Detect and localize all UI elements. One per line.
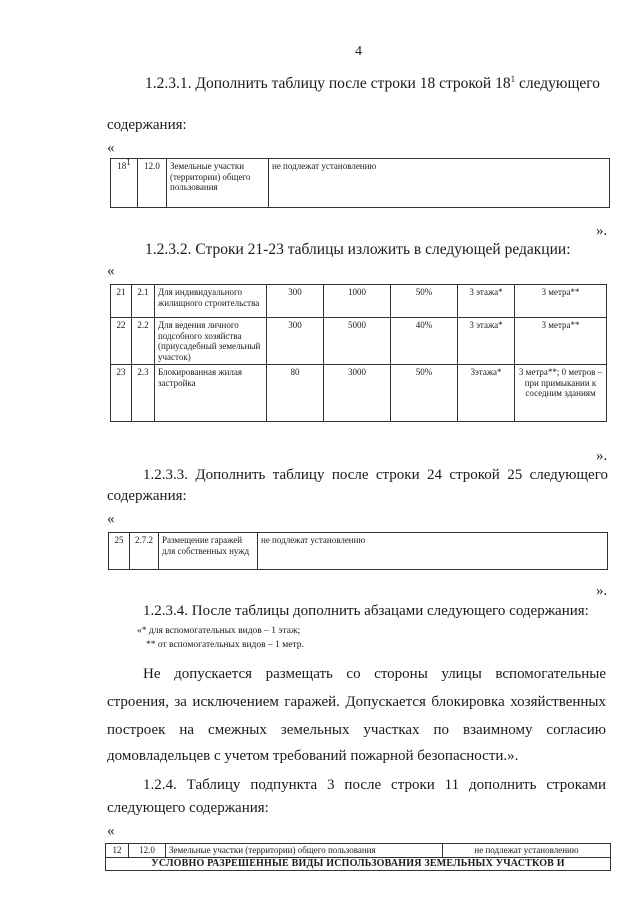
- table-row-12: [105, 843, 611, 871]
- cell-floors: 3этажа*: [458, 365, 515, 422]
- paragraph-1-2-4-line2: следующего содержания:: [107, 800, 269, 816]
- cell-setback: 3 метра**: [515, 285, 607, 318]
- cell-min-area: 300: [267, 285, 324, 318]
- cell-num: $18^1$: [111, 159, 138, 208]
- table-row: [111, 365, 607, 422]
- cell-name: Размещение гаражей для собственных нужд: [159, 533, 258, 570]
- paragraph-body-line1: Не допускается размещать со стороны улицы вспомогательные: [143, 666, 606, 682]
- table-row: [111, 318, 607, 365]
- paragraph-body-line2: строения, за исключением гаражей. Допускается блокировка хозяйственных: [107, 694, 606, 710]
- close-quote: ».: [596, 223, 608, 239]
- paragraph-1-2-4-line1: 1.2.4. Таблицу подпункта 3 после строки 11 дополнить строками: [143, 777, 606, 793]
- paragraph-body-line4: домовладельцев с учетом требований пожарной безопасности.».: [107, 748, 519, 764]
- cell-min-area: 300: [267, 318, 324, 365]
- open-quote: «: [107, 140, 115, 156]
- cell-value: не подлежат установлению: [269, 159, 610, 208]
- footnote-2: ** от вспомогательных видов – 1 метр.: [146, 640, 304, 650]
- open-quote: «: [107, 511, 115, 527]
- cell-floors: 3 этажа*: [458, 318, 515, 365]
- cell-num: 21: [111, 285, 132, 318]
- open-quote: «: [107, 263, 115, 279]
- close-quote: ».: [596, 448, 608, 464]
- cell-name: Блокированная жилая застройка: [155, 365, 267, 422]
- cell-value: не подлежат установлению: [443, 844, 611, 858]
- paragraph-body-line3: построек на смежных земельных участках по взаимному согласию: [107, 722, 606, 738]
- cell-coverage: 40%: [391, 318, 458, 365]
- cell-name: Земельные участки (территории) общего пользования: [167, 159, 269, 208]
- page-number: 4: [355, 44, 362, 59]
- cell-code: 12.0: [129, 844, 166, 858]
- close-quote: ».: [596, 583, 608, 599]
- cell-code: 2.2: [132, 318, 155, 365]
- table-row-25: [108, 532, 608, 570]
- paragraph-1-2-3-1-line1: 1.2.3.1. Дополнить таблицу после строки 18 строкой $18^1$ следующего: [145, 73, 601, 92]
- footnote-1: «* для вспомогательных видов – 1 этаж;: [137, 626, 301, 636]
- open-quote: «: [107, 823, 115, 839]
- cell-name: Для ведения личного подсобного хозяйства (приусадебный земельный участок): [155, 318, 267, 365]
- cell-name: Для индивидуального жилищного строительства: [155, 285, 267, 318]
- table-row-18-1: [110, 158, 610, 208]
- paragraph-1-2-3-4: 1.2.3.4. После таблицы дополнить абзацами следующего содержания:: [143, 603, 589, 619]
- section-heading-row: УСЛОВНО РАЗРЕШЕННЫЕ ВИДЫ ИСПОЛЬЗОВАНИЯ ЗЕМЕЛЬНЫХ УЧАСТКОВ И: [106, 857, 611, 871]
- cell-code: 2.7.2: [130, 533, 159, 570]
- paragraph-1-2-3-3-line1: 1.2.3.3. Дополнить таблицу после строки 24 строкой 25 следующего: [143, 467, 608, 483]
- cell-max-area: 5000: [324, 318, 391, 365]
- cell-num: 12: [106, 844, 129, 858]
- cell-coverage: 50%: [391, 365, 458, 422]
- cell-value: не подлежат установлению: [258, 533, 608, 570]
- cell-num: 25: [109, 533, 130, 570]
- cell-num: 23: [111, 365, 132, 422]
- cell-name: Земельные участки (территории) общего пользования: [166, 844, 443, 858]
- cell-max-area: 3000: [324, 365, 391, 422]
- cell-coverage: 50%: [391, 285, 458, 318]
- cell-floors: 3 этажа*: [458, 285, 515, 318]
- cell-max-area: 1000: [324, 285, 391, 318]
- cell-num: 22: [111, 318, 132, 365]
- cell-min-area: 80: [267, 365, 324, 422]
- table-row: [109, 533, 608, 570]
- table-rows-21-23: [110, 284, 607, 422]
- table-row: [106, 857, 611, 871]
- table-row: [106, 844, 611, 858]
- table-row: [111, 159, 610, 208]
- paragraph-1-2-3-3-line2: содержания:: [107, 488, 187, 504]
- cell-setback: 3 метра**; 0 метров – при примыкании к соседним зданиям: [515, 365, 607, 422]
- paragraph-1-2-3-2: 1.2.3.2. Строки 21-23 таблицы изложить в следующей редакции:: [145, 241, 571, 258]
- table-row: [111, 285, 607, 318]
- cell-setback: 3 метра**: [515, 318, 607, 365]
- cell-code: 2.3: [132, 365, 155, 422]
- cell-code: 12.0: [138, 159, 167, 208]
- paragraph-1-2-3-1-line2: содержания:: [107, 117, 187, 133]
- cell-code: 2.1: [132, 285, 155, 318]
